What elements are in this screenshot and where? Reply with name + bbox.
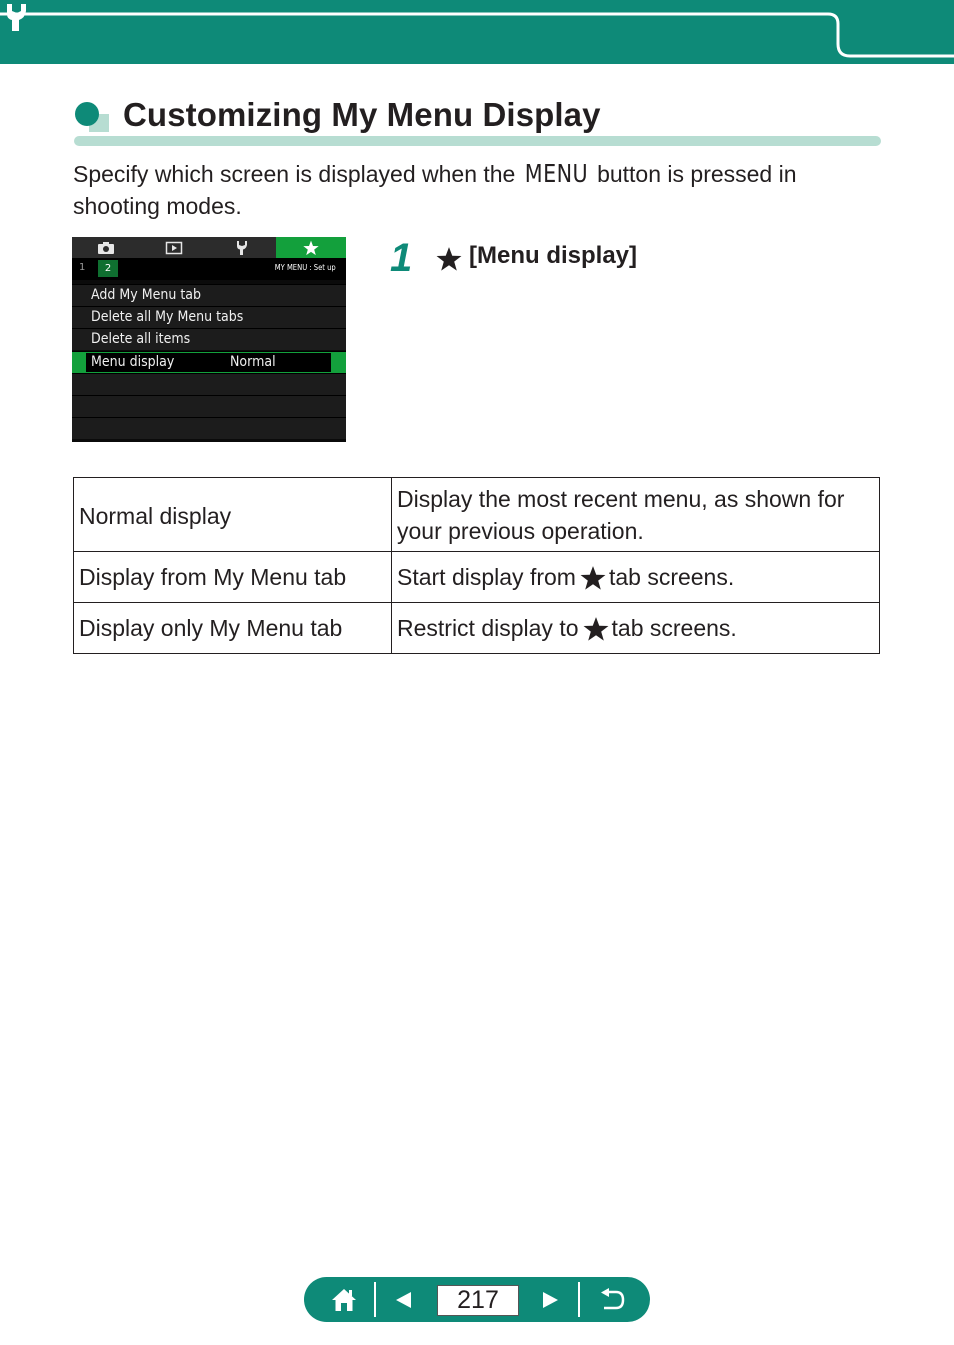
option-name: Display from My Menu tab xyxy=(74,552,392,603)
option-description xyxy=(392,552,880,603)
page-number: 217 xyxy=(437,1285,519,1316)
camera-menu-item xyxy=(72,306,346,328)
camera-empty-row xyxy=(72,417,346,439)
step-number: 1 xyxy=(390,236,413,280)
bottom-navigation xyxy=(304,1277,650,1322)
camera-menu-item-label: Add My Menu tab xyxy=(91,287,201,303)
menu-button-label: MENU xyxy=(524,159,588,188)
title-underline xyxy=(74,136,881,146)
previous-page-button[interactable] xyxy=(384,1277,424,1322)
star-icon xyxy=(436,246,462,272)
page-title: Customizing My Menu Display xyxy=(123,96,601,133)
next-page-button[interactable] xyxy=(530,1277,570,1322)
camera-menu-item-selected xyxy=(72,351,346,373)
camera-header-text: MY MENU : Set up xyxy=(275,263,336,272)
camera-icon xyxy=(97,241,115,255)
camera-menu-item xyxy=(72,328,346,350)
home-button[interactable] xyxy=(322,1277,366,1322)
option-name: Normal display xyxy=(74,478,392,552)
camera-menu-screenshot xyxy=(72,237,346,442)
table-row xyxy=(74,478,880,552)
camera-menu-item-label: Delete all items xyxy=(91,331,191,347)
playback-icon xyxy=(165,241,183,255)
description-text: Restrict display to xyxy=(397,615,579,641)
camera-tab xyxy=(72,237,140,258)
playback-tab xyxy=(140,237,208,258)
options-table xyxy=(73,477,880,654)
camera-selected-value: Normal xyxy=(230,354,276,370)
camera-empty-row xyxy=(72,395,346,417)
return-arrow-icon xyxy=(598,1288,626,1312)
intro-paragraph xyxy=(73,158,873,222)
camera-empty-row xyxy=(72,373,346,395)
wrench-icon[interactable] xyxy=(0,0,34,34)
back-button[interactable] xyxy=(590,1277,634,1322)
star-icon xyxy=(303,240,319,256)
description-text: Start display from xyxy=(397,564,576,590)
my-menu-tab xyxy=(276,237,346,258)
option-description: Display the most recent menu, as shown for your previous operation. xyxy=(392,478,880,552)
triangle-left-icon xyxy=(394,1290,414,1310)
camera-page-2: 2 xyxy=(98,260,118,277)
step-instruction: [Menu display] xyxy=(469,242,638,269)
star-icon xyxy=(583,616,609,642)
table-row xyxy=(74,603,880,654)
table-row xyxy=(74,552,880,603)
description-text: tab screens. xyxy=(611,615,737,641)
wrench-icon xyxy=(235,240,249,256)
home-icon xyxy=(330,1287,358,1313)
camera-menu-item-label: Delete all My Menu tabs xyxy=(91,309,244,325)
intro-text-before: Specify which screen is displayed when the xyxy=(73,161,516,187)
section-bullet-icon xyxy=(74,102,114,136)
setup-tab xyxy=(208,237,276,258)
description-text: tab screens. xyxy=(608,564,735,590)
header-bar xyxy=(0,0,954,64)
star-icon xyxy=(580,565,606,591)
header-tab-shape xyxy=(0,0,954,64)
camera-menu-item xyxy=(72,284,346,306)
nav-separator xyxy=(578,1282,580,1317)
option-name: Display only My Menu tab xyxy=(74,603,392,654)
option-description xyxy=(392,603,880,654)
camera-selected-label: Menu display xyxy=(91,354,175,370)
intro-text-after: button is pressed in shooting modes. xyxy=(73,161,797,219)
triangle-right-icon xyxy=(540,1290,560,1310)
camera-tab-bar xyxy=(72,237,346,258)
nav-separator xyxy=(374,1282,376,1317)
camera-page-1: 1 xyxy=(79,262,86,273)
